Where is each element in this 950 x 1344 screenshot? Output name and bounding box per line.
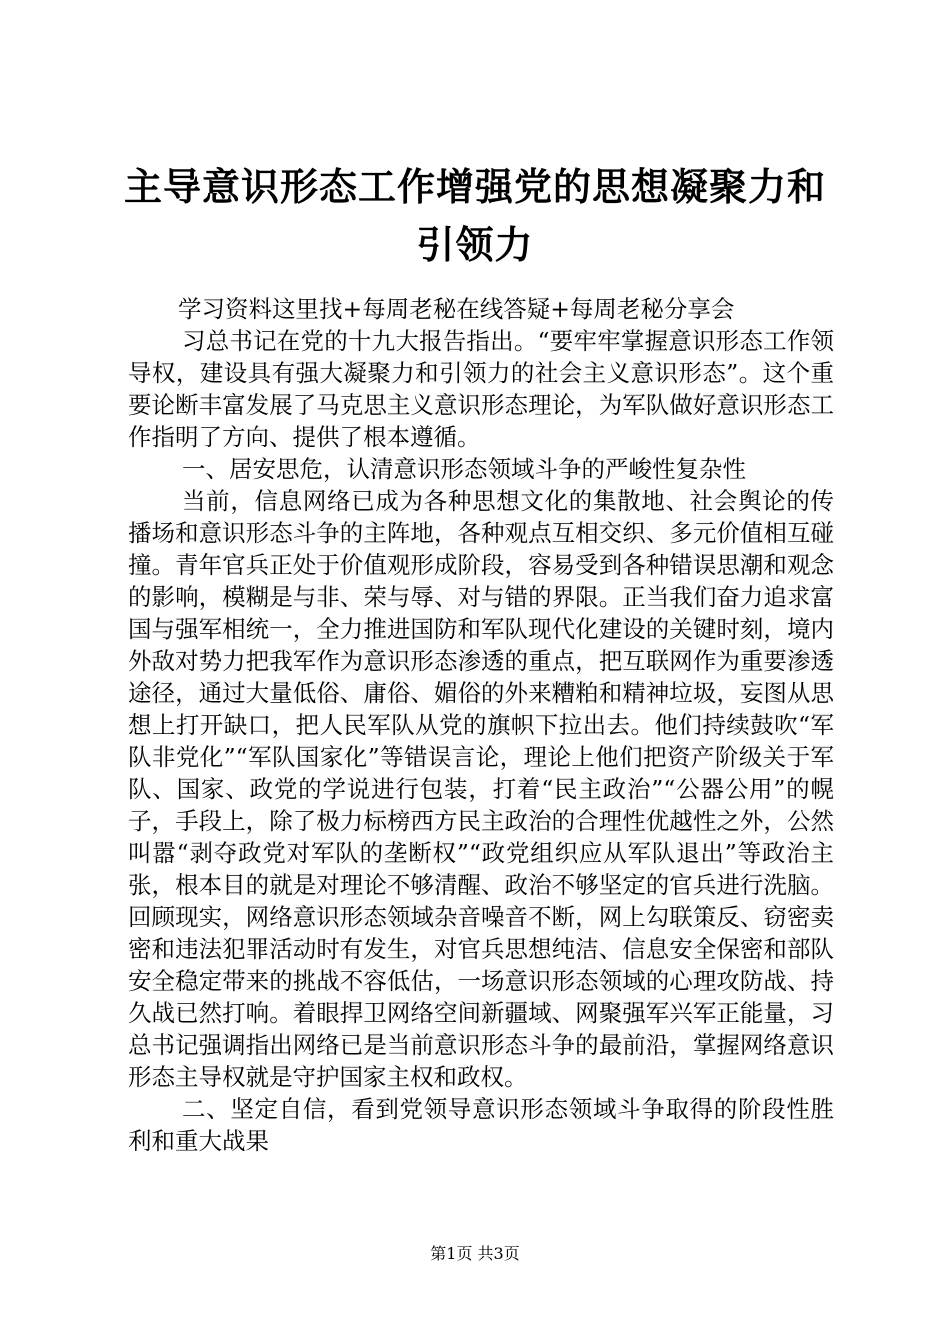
document-subtitle: 学习资料这里找+每周老秘在线答疑+每周老秘分享会: [178, 295, 735, 323]
document-title: 主导意识形态工作增强党的思想凝聚力和引领力: [123, 164, 826, 267]
section-1-paragraph: 当前，信息网络已成为各种思想文化的集散地、社会舆论的传播场和意识形态斗争的主阵地，各种观点互相交织、多元价值相互碰撞。青年官兵正处于价值观形成阶段，容易受到各种错误思潮和观念的影响，模糊是与非、荣与辱、对与错的界限。正当我们奋力追求富国与强军相统一，全力推进国防和军队现代化建设的关键时刻，境内外敌对势力把我军作为意识形态渗透的重点，把互联网作为重要渗透途径，通过大量低俗、庸俗、媚俗的外来糟粕和精神垃圾，妄图从思想上打开缺口，把人民军队从党的旗帜下拉出去。他们持续鼓吹“军队非党化”“军队国家化”等错误言论，理论上他们把资产阶级关于军队、国家、政党的学说进行包装，打着“民主政治”“公器公用”的幌子，手段上，除了极力标榜西方民主政治的合理性优越性之外，公然叫嚣“剥夺政党对军队的垄断权”“政党组织应从军队退出”等政治主张，根本目的就是对理论不够清醒、政治不够坚定的官兵进行洗脑。回顾现实，网络意识形态领域杂音噪音不断，网上勾联策反、窃密卖密和违法犯罪活动时有发生，对官兵思想纯洁、信息安全保密和部队安全稳定带来的挑战不容低估，一场意识形态领域的心理攻防战、持久战已然打响。着眼捍卫网络空间新疆域、网聚强军兴军正能量，习总书记强调指出网络已是当前意识形态斗争的最前沿，掌握网络意识形态主导权就是守护国家主权和政权。: [128, 487, 834, 1091]
page-footer: 第1页 共3页: [430, 1244, 520, 1263]
section-1-heading: 一、居安思危，认清意识形态领域斗争的严峻性复杂性: [182, 455, 746, 483]
intro-paragraph: 习总书记在党的十九大报告指出。“要牢牢掌握意识形态工作领导权，建设具有强大凝聚力和引领力的社会主义意识形态”。这个重要论断丰富发展了马克思主义意识形态理论，为军队做好意识形态工作指明了方向、提供了根本遵循。: [128, 327, 834, 451]
document-body: [128, 293, 834, 1157]
section-2-heading: 二、坚定自信，看到党领导意识形态领域斗争取得的阶段性胜利和重大战果: [128, 1095, 834, 1155]
